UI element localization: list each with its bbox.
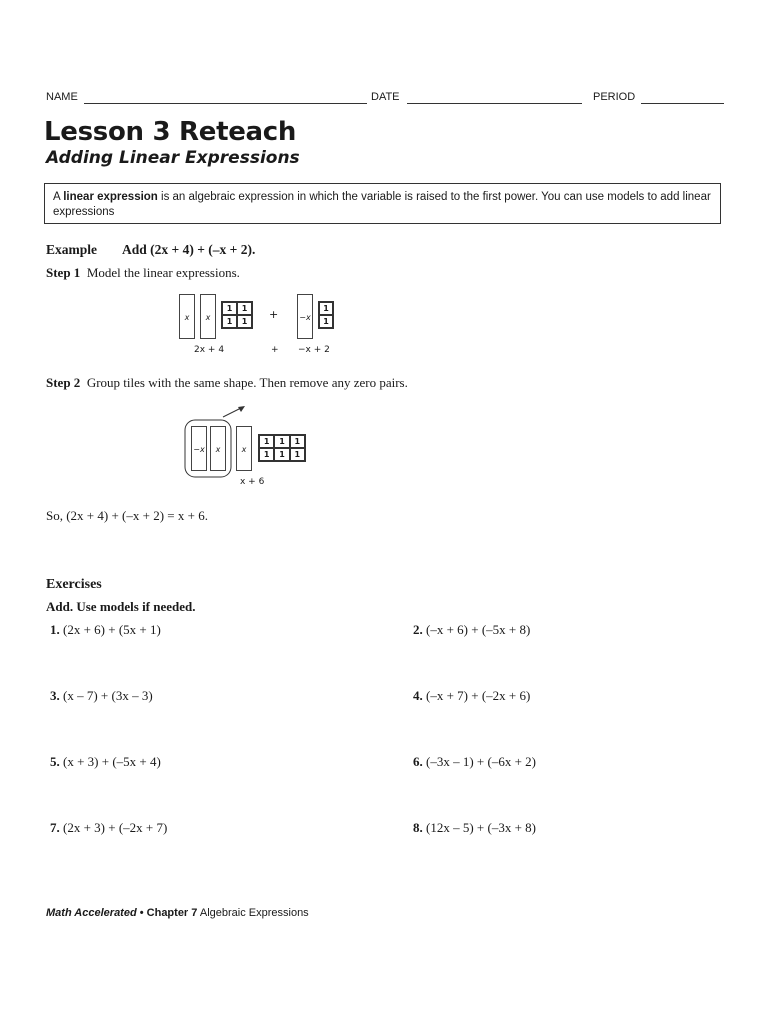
footer-topic: Algebraic Expressions bbox=[197, 907, 309, 919]
neg-x-tile: −x bbox=[191, 426, 207, 471]
date-label: DATE bbox=[371, 91, 400, 103]
fig1-caption-right: −x + 2 bbox=[298, 345, 330, 355]
step2 bbox=[46, 375, 408, 391]
unit-tiles-two: 1 1 bbox=[318, 301, 334, 329]
definition-term: linear expression bbox=[63, 191, 158, 203]
period-blank bbox=[641, 103, 724, 104]
name-blank bbox=[84, 103, 367, 104]
footer-chapter: Chapter 7 bbox=[146, 907, 198, 919]
x-tile: x bbox=[236, 426, 252, 471]
neg-x-tile: −x bbox=[297, 294, 313, 339]
figure-step1 bbox=[178, 293, 348, 353]
example-label: Example bbox=[46, 242, 98, 257]
name-label: NAME bbox=[46, 91, 78, 103]
example-conclusion: So, (2x + 4) + (–x + 2) = x + 6. bbox=[46, 508, 208, 523]
x-tile: x bbox=[179, 294, 195, 339]
exercise-6: 6. (–3x – 1) + (–6x + 2) bbox=[413, 754, 536, 769]
page-footer bbox=[46, 907, 309, 919]
step1 bbox=[46, 265, 240, 281]
exercise-5: 5. (x + 3) + (–5x + 4) bbox=[50, 754, 161, 769]
exercise-3: 3. (x – 7) + (3x – 3) bbox=[50, 688, 153, 703]
figure-step2 bbox=[183, 400, 313, 480]
definition-text: is an algebraic expression in which the variable is raised to the first power. You can use models to add linear expressions bbox=[53, 191, 711, 218]
exercise-1: 1. (2x + 6) + (5x + 1) bbox=[50, 622, 161, 637]
exercise-2: 2. (–x + 6) + (–5x + 8) bbox=[413, 622, 531, 637]
step2-text: Group tiles with the same shape. Then remove any zero pairs. bbox=[86, 375, 408, 390]
x-tile: x bbox=[210, 426, 226, 471]
footer-course: Math Accelerated bbox=[46, 907, 137, 919]
footer-separator: • bbox=[136, 907, 147, 919]
step1-label: Step 1 bbox=[46, 265, 81, 280]
fig2-caption: x + 6 bbox=[240, 477, 265, 487]
exercises-heading: Exercises bbox=[46, 577, 102, 592]
fig1-caption-plus: + bbox=[271, 345, 279, 355]
step2-label: Step 2 bbox=[46, 375, 81, 390]
definition-prefix: A bbox=[53, 191, 64, 203]
page-title: Lesson 3 Reteach bbox=[44, 117, 297, 147]
exercise-8: 8. (12x – 5) + (–3x + 8) bbox=[413, 820, 536, 835]
period-label: PERIOD bbox=[593, 91, 636, 103]
exercise-7: 7. (2x + 3) + (–2x + 7) bbox=[50, 820, 168, 835]
definition-box bbox=[44, 183, 721, 224]
unit-tiles-four: 1 1 1 1 bbox=[221, 301, 253, 329]
x-tile: x bbox=[200, 294, 216, 339]
unit-tiles-six: 1 1 1 1 1 1 bbox=[258, 434, 306, 462]
fig1-caption-left: 2x + 4 bbox=[194, 345, 225, 355]
date-blank bbox=[407, 103, 582, 104]
step1-text: Model the linear expressions. bbox=[86, 265, 240, 280]
plus-sign: + bbox=[269, 308, 279, 321]
example-prompt: Add (2x + 4) + (–x + 2). bbox=[122, 242, 256, 257]
exercise-4: 4. (–x + 7) + (–2x + 6) bbox=[413, 688, 531, 703]
page-subtitle: Adding Linear Expressions bbox=[46, 148, 300, 168]
exercises-instruction: Add. Use models if needed. bbox=[46, 599, 196, 614]
